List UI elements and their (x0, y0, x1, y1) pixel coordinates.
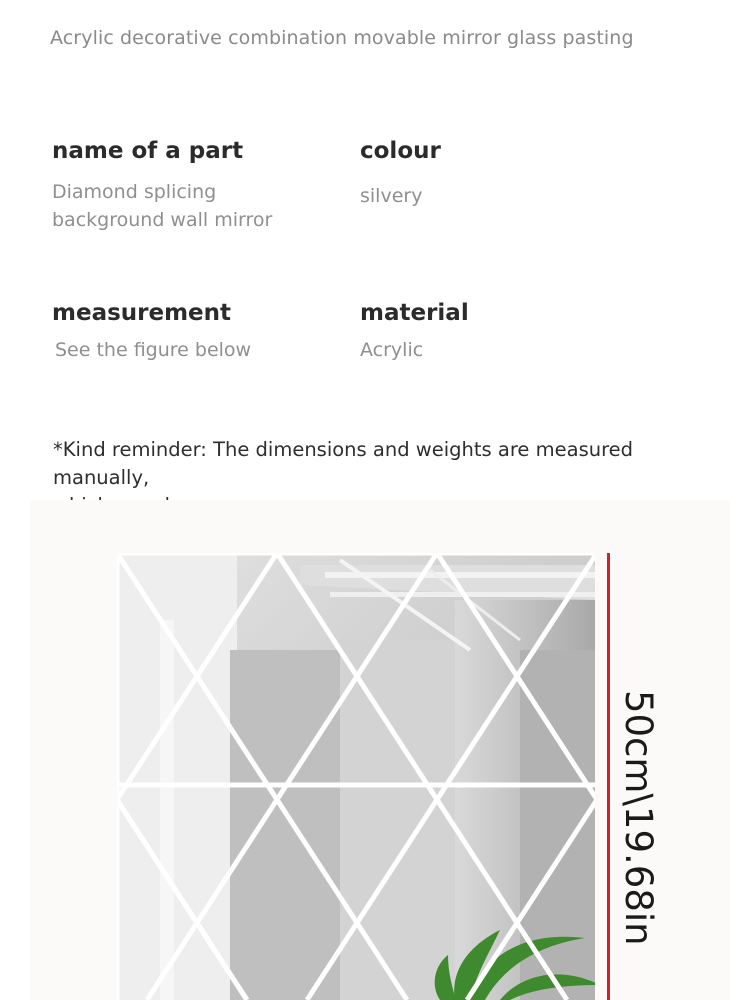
product-subtitle: Acrylic decorative combination movable mirror glass pasting (50, 27, 634, 49)
spec-label: measurement (52, 300, 232, 326)
spec-value: silvery (360, 185, 423, 207)
spec-label: colour (360, 138, 441, 164)
reminder-line: *Kind reminder: The dimensions and weights are measured manually, (53, 438, 634, 489)
spec-value-line: Diamond splicing (52, 181, 217, 203)
spec-label: name of a part (52, 138, 244, 164)
spec-value-line: background wall mirror (52, 209, 273, 231)
spec-value: Acrylic (360, 339, 424, 361)
spec-value: See the figure below (55, 339, 252, 361)
spec-label: material (360, 300, 469, 326)
dimension-line (607, 553, 610, 1000)
dimension-label: 50cm\19.68in (617, 690, 660, 946)
